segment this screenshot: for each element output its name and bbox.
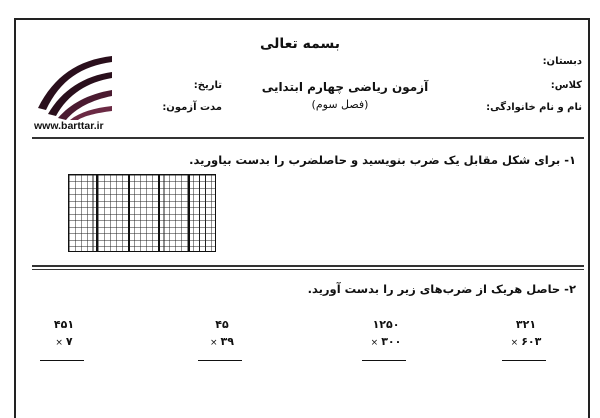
school-label: دبستان:: [542, 56, 582, 67]
answer-line: [40, 360, 84, 361]
section-divider-bottom: [32, 269, 584, 270]
times-symbol: ×: [210, 338, 218, 348]
problem-1: [496, 318, 556, 361]
header-divider: [32, 137, 584, 139]
problem-4: [34, 318, 94, 361]
barttar-logo-icon: [36, 48, 116, 120]
multiplication-grid: [68, 174, 216, 252]
grid-divider-4: [188, 174, 190, 252]
problem-1-multiplicand: ۳۲۱: [515, 318, 537, 331]
problem-3-multiplicand: ۴۵: [215, 318, 229, 331]
chapter-label: (فصل سوم): [311, 98, 369, 111]
page-title: بسمه تعالی: [259, 36, 341, 52]
grid-divider-1: [96, 174, 98, 252]
grid-divider-2: [128, 174, 130, 252]
problem-2-multiplicand: ۱۲۵۰: [372, 318, 400, 331]
class-label: کلاس:: [550, 80, 582, 91]
problem-4-multiplier: ۷: [65, 335, 73, 348]
section-divider-top: [32, 265, 584, 267]
problem-2-multiplier: ۳۰۰: [381, 335, 402, 348]
times-symbol: ×: [510, 338, 519, 348]
problem-3-multiplier: ۳۹: [220, 335, 234, 348]
answer-line: [502, 360, 546, 361]
date-label: تاریخ:: [193, 80, 222, 91]
answer-line: [362, 360, 406, 361]
website-link[interactable]: www.barttar.ir: [34, 120, 104, 132]
question-2-text: ۲- حاصل هریک از ضرب‌های زیر را بدست آورید.: [307, 282, 576, 296]
question-1-text: ۱- برای شکل مقابل یک ضرب بنویسید و حاصلضرب را بدست بیاورید.: [189, 153, 576, 167]
grid-divider-3: [158, 174, 160, 252]
exam-title: آزمون ریاضی چهارم ابتدایی: [261, 80, 429, 94]
times-symbol: ×: [55, 338, 63, 348]
problem-1-multiplier: ۶۰۳: [521, 335, 542, 348]
problem-4-multiplicand: ۴۵۱: [53, 318, 75, 331]
student-name-label: نام و نام خانوادگی:: [486, 102, 582, 113]
times-symbol: ×: [370, 338, 379, 348]
problem-3: [192, 318, 252, 361]
duration-label: مدت آزمون:: [162, 102, 222, 113]
answer-line: [198, 360, 242, 361]
problem-2: [356, 318, 416, 361]
